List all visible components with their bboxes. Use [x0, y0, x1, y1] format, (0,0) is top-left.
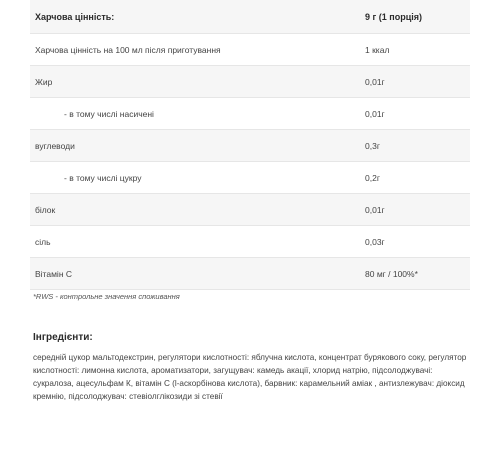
rws-footnote: *RWS - контрольне значення споживання	[33, 292, 180, 301]
table-row	[30, 66, 470, 98]
row-value: 0,03г	[360, 226, 470, 258]
table-row	[30, 98, 470, 130]
row-label: - в тому числі цукру	[30, 162, 360, 194]
row-label: сіль	[30, 226, 360, 258]
nutrition-header-label: Харчова цінність:	[30, 0, 360, 34]
row-label: білок	[30, 194, 360, 226]
row-value: 0,2г	[360, 162, 470, 194]
row-label: Вітамін С	[30, 258, 360, 290]
row-label: Жир	[30, 66, 360, 98]
row-value: 0,01г	[360, 194, 470, 226]
table-row	[30, 162, 470, 194]
table-row	[30, 34, 470, 66]
table-row	[30, 226, 470, 258]
nutrition-header-value: 9 г (1 порція)	[360, 0, 470, 34]
table-row	[30, 258, 470, 290]
row-label: Харчова цінність на 100 мл після приготування	[30, 34, 360, 66]
row-label: - в тому числі насичені	[30, 98, 360, 130]
row-label: вуглеводи	[30, 130, 360, 162]
table-row	[30, 130, 470, 162]
row-value: 1 ккал	[360, 34, 470, 66]
row-value: 0,01г	[360, 98, 470, 130]
table-header-row	[30, 0, 470, 34]
row-value: 0,3г	[360, 130, 470, 162]
ingredients-text: середній цукор мальтодекстрин, регулятори кислотності: яблучна кислота, концентрат бурякового соку, регулятор кислотності: лимонна кислота, ароматизатори, загущувач: камедь акації, хлорид натрію, підсолоджувачі: сукралоза, ацесульфам К, вітамін С (l-аскорбінова кислота), барвник: карамельний аміак , антизлежувач: діоксид кремнію, підсолоджувач: стевіолглікозиди зі стевії	[33, 353, 467, 401]
table-row	[30, 194, 470, 226]
nutrition-table	[30, 0, 470, 290]
row-value: 0,01г	[360, 66, 470, 98]
ingredients-title: Інгредієнти:	[33, 332, 93, 343]
row-value: 80 мг / 100%*	[360, 258, 470, 290]
